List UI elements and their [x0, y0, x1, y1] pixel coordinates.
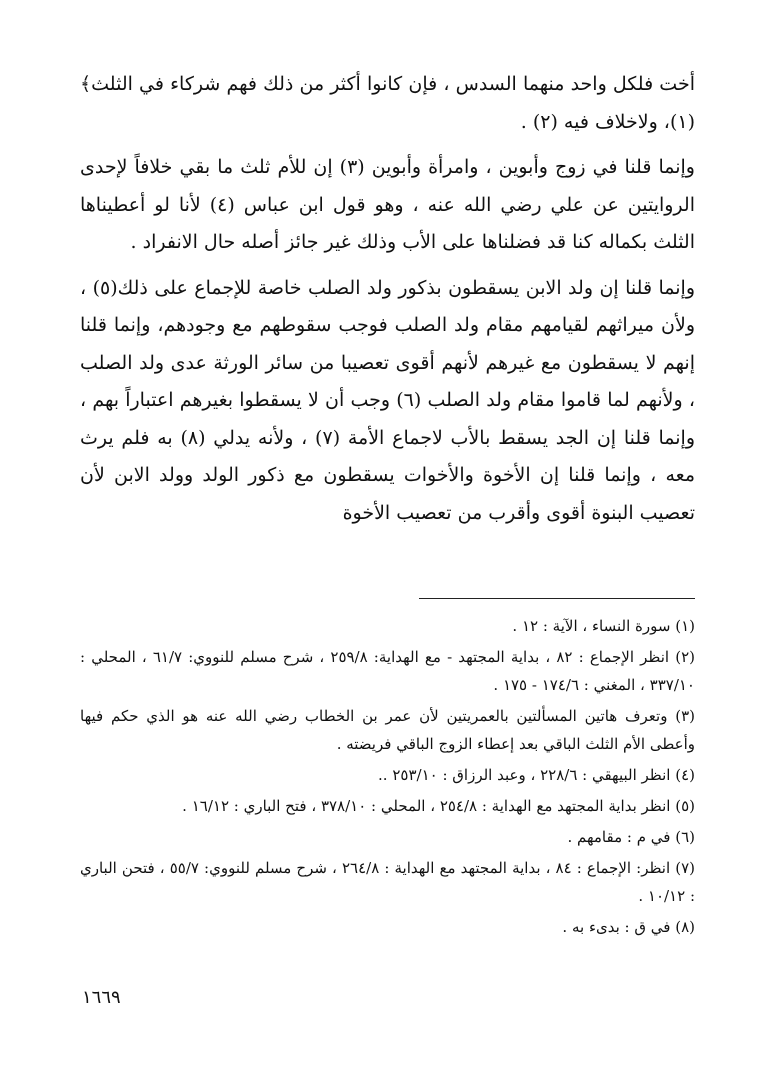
footnote-6: (٦) في م : مقامهم .: [567, 828, 695, 846]
footnote-4: (٤) انظر البيهقي : ٢٢٨/٦ ، وعبد الرزاق : ٢٥٣/١٠ ..: [378, 766, 695, 784]
paragraph-1: أخت فلكل واحد منهما السدس ، فإن كانوا أكثر من ذلك فهم شركاء في الثلث﴾(١)، ولاخلاف فيه (٢) .: [80, 73, 695, 133]
footnote-3: (٣) وتعرف هاتين المسألتين بالعمريتين لأن عمر بن الخطاب رضي الله عنه هو الذي حكم فيها وأعطى الأم الثلث الباقي بعد إعطاء الزوج الباقي فريضته .: [80, 707, 695, 753]
paragraph-3: وإنما قلنا إن ولد الابن يسقطون بذكور ولد الصلب خاصة للإجماع على ذلك(٥) ، ولأن ميراثهم لقيامهم مقام ولد الصلب فوجب سقوطهم مع وجودهم، وإنما قلنا إنهم لا يسقطون مع غيرهم لأنهم أقوى تعصيبا من سائر الورثة عدى ولد الصلب ، ولأنهم لما قاموا مقام ولد الصلب (٦) وجب أن لا يسقطوا بغيرهم اعتباراً بهم ، وإنما قلنا إن الجد يسقط بالأب لاجماع الأمة (٧) ، ولأنه يدلي (٨) به فلم يرث معه ، وإنما قلنا إن الأخوة والأخوات يسقطون مع ذكور الولد وولد الابن لأن تعصيب البنوة أقوى وأقرب من تعصيب الأخوة: [80, 276, 696, 524]
footnote-8: (٨) في ق : بدىء به .: [562, 918, 695, 936]
page-number: ١٦٦٩: [82, 987, 121, 1008]
paragraph-2: وإنما قلنا في زوج وأبوين ، وامرأة وأبوين (٣) إن للأم ثلث ما بقي خلافاً لإحدى الروايتين عن علي رضي الله عنه ، وهو قول ابن عباس (٤) لأنا لو أعطيناها الثلث بكماله كنا قد فضلناها على الأب وذلك غير جائز أصله حال الانفراد .: [80, 156, 695, 253]
main-text: [80, 66, 695, 532]
footnote-5: (٥) انظر بداية المجتهد مع الهداية : ٢٥٤/٨ ، المحلي : ٣٧٨/١٠ ، فتح الباري : ١٦/١٢ .: [182, 797, 695, 815]
footnote-7: (٧) انظر: الإجماع : ٨٤ ، بداية المجتهد مع الهداية : ٢٦٤/٨ ، شرح مسلم للنووي: ٥٥/٧ ، فتحن الباري : ١٠/١٢ .: [80, 859, 695, 905]
footnote-2: (٢) انظر الإجماع : ٨٢ ، بداية المجتهد - مع الهداية: ٢٥٩/٨ ، شرح مسلم للنووي: ٦١/٧ ، المحلي : ٣٣٧/١٠ ، المغني : ١٧٤/٦ - ١٧٥ .: [80, 648, 695, 694]
footnote-separator: [419, 598, 695, 599]
footnote-1: (١) سورة النساء ، الآية : ١٢ .: [512, 617, 695, 635]
footnotes: [80, 612, 695, 941]
